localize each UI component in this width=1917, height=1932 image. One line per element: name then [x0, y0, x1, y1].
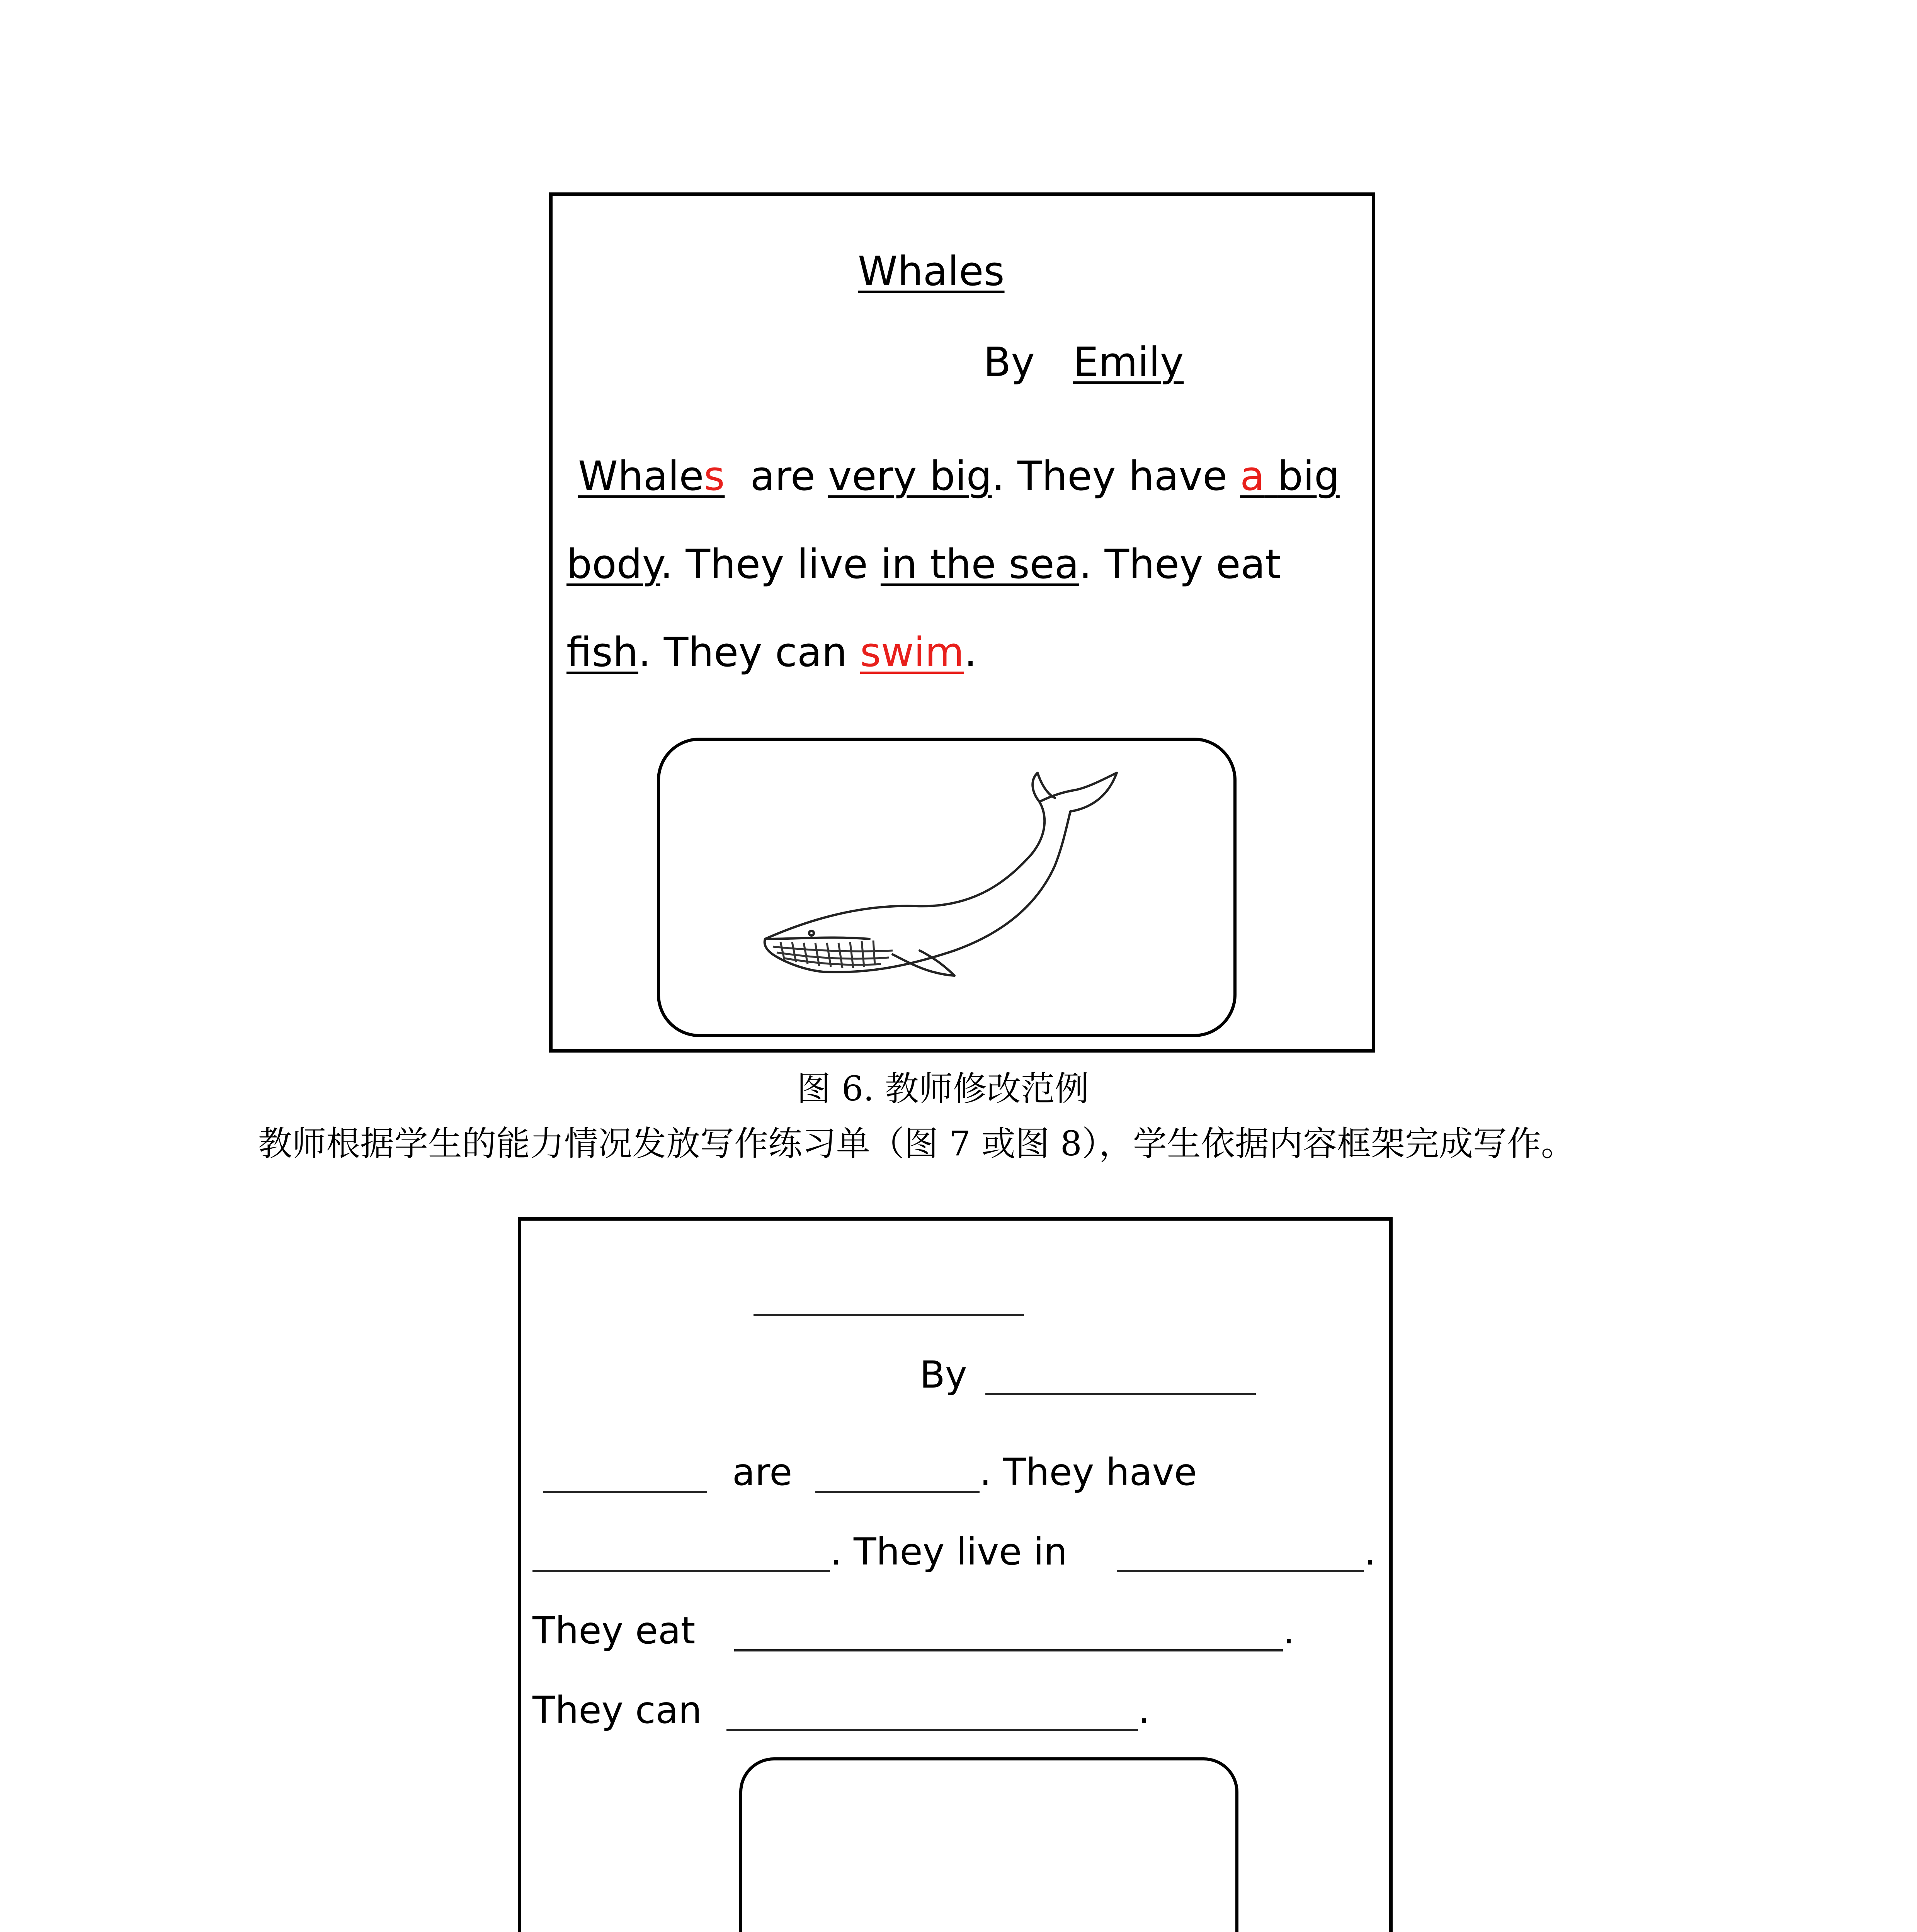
they-can-label: They can: [532, 1689, 702, 1732]
they-live-in-label: . They live in: [830, 1530, 1068, 1573]
title-blank: [754, 1314, 1024, 1316]
example-line-3: fish. They can swim.: [566, 629, 977, 676]
by-label: By: [920, 1353, 967, 1396]
example-author: By Emily: [983, 338, 1184, 386]
author-blank: [985, 1393, 1256, 1395]
whale-drawing-icon: [754, 757, 1163, 1009]
they-eat-label: They eat: [532, 1609, 696, 1652]
figure-6-caption: 图 6. 教师修改范例: [797, 1069, 1089, 1109]
example-title: Whales: [858, 248, 1005, 295]
body-paragraph: 教师根据学生的能力情况发放写作练习单（图 7 或图 8），学生依据内容框架完成写作。: [258, 1124, 1575, 1163]
drawing-blank-frame: [739, 1757, 1238, 1932]
habitat-blank: [1117, 1570, 1364, 1572]
period-1: .: [1364, 1530, 1376, 1573]
feature-blank: [532, 1570, 830, 1572]
example-line-2: body. They live in the sea. They eat: [566, 541, 1281, 588]
food-blank: [734, 1649, 1283, 1651]
period-2: .: [1283, 1609, 1295, 1652]
subject-blank: [543, 1491, 707, 1493]
period-3: .: [1138, 1689, 1150, 1732]
they-have-label: . They have: [980, 1451, 1197, 1494]
adjective-blank: [815, 1491, 980, 1493]
are-label: are: [732, 1451, 793, 1494]
example-line-1: Whales are very big. They have a big: [578, 452, 1340, 500]
ability-blank: [726, 1729, 1138, 1731]
